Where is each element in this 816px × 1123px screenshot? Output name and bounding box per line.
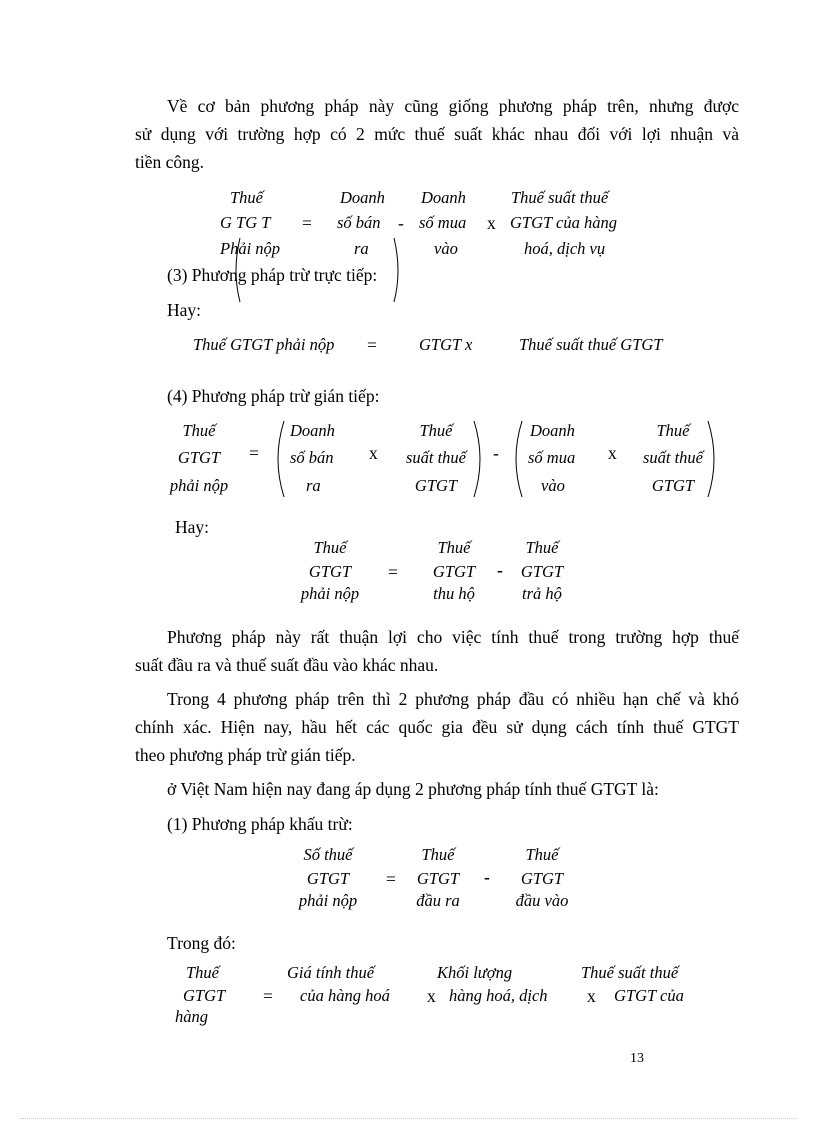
formula-term: hàng hoá, dịch [449, 986, 548, 1005]
formula-term: đầu ra [416, 891, 460, 910]
formula-term: G TG T [220, 213, 271, 232]
equals-sign: = [386, 869, 396, 889]
formula-term: GTGT của hàng [510, 213, 617, 232]
formula-term: suất thuế [405, 448, 467, 467]
formula-term: Phải nộp [220, 239, 281, 258]
formula-term: Thuế [230, 188, 263, 207]
formula-term: Thuế suất thuế [581, 963, 679, 982]
formula-term: Doanh [340, 188, 385, 207]
formula-term: GTGT [183, 986, 226, 1005]
formula-term: số bán [337, 213, 381, 232]
formula-term: Thuế [525, 845, 559, 864]
formula-term: ra [354, 239, 369, 258]
formula-term: số mua [528, 448, 576, 467]
minus-sign: - [493, 443, 499, 463]
formula-term: Thuế GTGT phải nộp [193, 335, 335, 354]
formula-term: Thuế [419, 421, 453, 440]
times-sign: x [587, 986, 596, 1006]
minus-sign: - [497, 560, 503, 580]
minus-sign: - [398, 213, 404, 233]
hay-label: Hay: [175, 517, 210, 537]
equals-sign: = [388, 562, 398, 582]
formula-term: GTGT [416, 869, 460, 888]
text-line: suất đầu ra và thuế suất đầu vào khác nhau. [135, 655, 439, 675]
equals-sign: = [249, 443, 259, 463]
formula-term: Thuế [421, 845, 455, 864]
formula-term: GTGT [177, 448, 221, 467]
formula-term: vào [434, 239, 458, 258]
formula-term: Thuế [437, 538, 471, 557]
formula-term: Doanh [421, 188, 466, 207]
formula-term: đầu vào [515, 891, 569, 910]
formula-term: GTGT [414, 476, 458, 495]
method-heading-4: (4) Phương pháp trừ gián tiếp: [167, 386, 380, 406]
text-line: Phương pháp này rất thuận lợi cho việc tính thuế trong trường hợp thuế [167, 627, 739, 647]
times-sign: x [427, 986, 436, 1006]
formula-term: phải nộp [300, 584, 360, 603]
formula-term: GTGT x [419, 335, 473, 354]
equals-sign: = [367, 335, 377, 355]
formula-term: Doanh [530, 421, 575, 440]
formula-term: Số thuế [303, 845, 353, 864]
formula-term: Thuế [186, 963, 219, 982]
text-line: theo phương pháp trừ gián tiếp. [135, 745, 356, 765]
formula-term: Doanh [290, 421, 335, 440]
formula-term: Thuế suất thuế [511, 188, 609, 207]
text-line: chính xác. Hiện nay, hầu hết các quốc gia đều sử dụng cách tính thuế GTGT [135, 717, 739, 737]
formula-term: GTGT [306, 869, 350, 888]
formula-term: GTGT của [614, 986, 684, 1005]
page-edge-divider [20, 1118, 796, 1119]
paragraph-advantage [135, 623, 739, 679]
equals-sign: = [263, 986, 273, 1006]
formula-term: Thuế [656, 421, 690, 440]
formula-term: Khối lượng [437, 963, 513, 982]
formula-term: trả hộ [522, 584, 562, 603]
formula-term: của hàng hoá [300, 986, 390, 1005]
text-line: sử dụng với trường hợp có 2 mức thuế suất khác nhau đối với lợi nhuận và [135, 124, 739, 144]
formula-term: Giá tính thuế [287, 963, 375, 982]
times-sign: x [608, 443, 617, 463]
formula-term: thu hộ [433, 584, 475, 603]
formula-term: GTGT [651, 476, 695, 495]
times-sign: x [369, 443, 378, 463]
text-line: Về cơ bản phương pháp này cũng giống phương pháp trên, nhưng được [167, 96, 739, 116]
formula-term: GTGT [308, 562, 352, 581]
minus-sign: - [484, 867, 490, 887]
formula-term: hàng [175, 1007, 208, 1026]
paragraph-intro [135, 92, 739, 176]
formula-term: vào [541, 476, 565, 495]
equals-sign: = [302, 213, 312, 233]
method-heading-deduction: (1) Phương pháp khấu trừ: [167, 814, 353, 834]
text-line: Trong 4 phương pháp trên thì 2 phương pháp đầu có nhiều hạn chế và khó [167, 689, 739, 709]
formula-term: Thuế [313, 538, 347, 557]
formula-term: ra [306, 476, 321, 495]
formula-term: GTGT [520, 869, 564, 888]
formula-term: Thuế [525, 538, 559, 557]
formula-term: số bán [290, 448, 334, 467]
formula-term: hoá, dịch vụ [524, 239, 606, 258]
formula-term: suất thuế [642, 448, 704, 467]
formula-term: Thuế suất thuế GTGT [519, 335, 663, 354]
formula-term: GTGT [432, 562, 476, 581]
page-number: 13 [630, 1051, 644, 1066]
text-line: tiền công. [135, 152, 205, 172]
hay-label: Hay: [167, 300, 202, 320]
formula-term: phải nộp [169, 476, 229, 495]
formula-term: phải nộp [298, 891, 358, 910]
paragraph-comparison [135, 685, 739, 769]
formula-term: Thuế [182, 421, 216, 440]
method-heading-3: (3) Phương pháp trừ trực tiếp: [167, 265, 378, 285]
paragraph-vietnam: ở Việt Nam hiện nay đang áp dụng 2 phương pháp tính thuế GTGT là: [167, 779, 659, 799]
formula-term: số mua [419, 213, 467, 232]
times-sign: x [487, 213, 496, 233]
formula-term: GTGT [520, 562, 564, 581]
where-label: Trong đó: [167, 933, 236, 953]
